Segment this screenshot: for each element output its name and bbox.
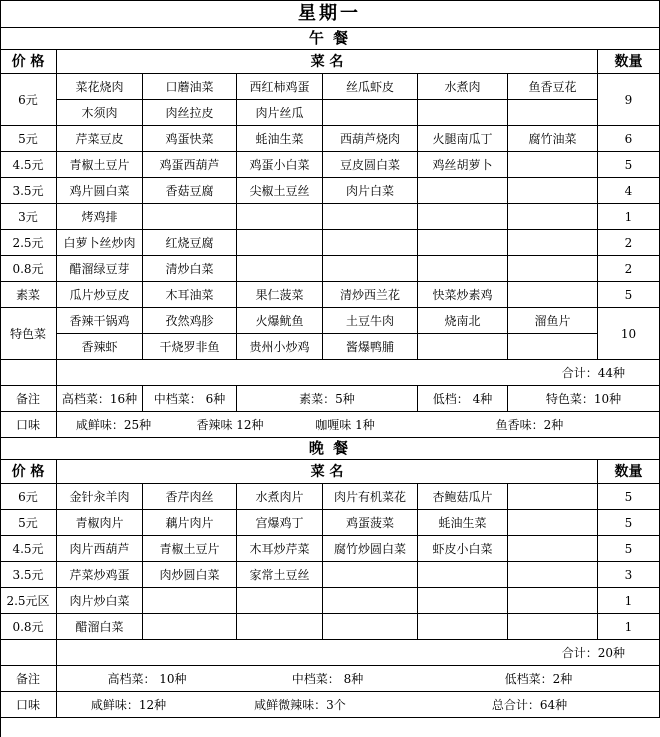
dish-cell: [508, 562, 598, 588]
dish-cell: 虾皮小白菜: [418, 536, 508, 562]
dish-cell: [237, 230, 323, 256]
dish-cell: 果仁菠菜: [237, 282, 323, 308]
taste-item: 鱼香味：2种: [400, 412, 660, 438]
price-cell: 素菜: [0, 282, 57, 308]
note-item: 低档： 4种: [418, 386, 508, 412]
dish-cell: [508, 334, 598, 360]
count-cell: 5: [598, 536, 660, 562]
count-header: 数量: [598, 50, 660, 74]
price-cell: 4.5元: [0, 536, 57, 562]
dish-cell: 肉片有机菜花: [323, 484, 418, 510]
dish-cell: 青椒肉片: [57, 510, 143, 536]
dish-cell: [418, 204, 508, 230]
taste-item: 咸鲜微辣味：3个: [200, 692, 400, 718]
dish-cell: [418, 100, 508, 126]
dish-cell: [237, 588, 323, 614]
dish-cell: [508, 536, 598, 562]
dish-cell: 尖椒土豆丝: [237, 178, 323, 204]
dish-cell: 菜花烧肉: [57, 74, 143, 100]
dish-cell: 蚝油生菜: [237, 126, 323, 152]
dish-cell: 藕片肉片: [143, 510, 237, 536]
price-cell: 3.5元: [0, 178, 57, 204]
dish-cell: [237, 256, 323, 282]
blank-cell: [0, 640, 57, 666]
dish-cell: 木耳炒芹菜: [237, 536, 323, 562]
dinner-total: 合计：20种: [57, 640, 660, 666]
note-item: 特色菜：10种: [508, 386, 660, 412]
dish-cell: 香菇豆腐: [143, 178, 237, 204]
dish-cell: 腐竹炒圆白菜: [323, 536, 418, 562]
price-cell: 4.5元: [0, 152, 57, 178]
note-item: 高档菜： 10种: [57, 666, 237, 692]
page-title: 星期一: [0, 0, 660, 28]
dish-cell: 土豆牛肉: [323, 308, 418, 334]
dish-cell: 红烧豆腐: [143, 230, 237, 256]
price-cell: 2.5元区: [0, 588, 57, 614]
count-cell: 9: [598, 74, 660, 126]
dishes-header: 菜 名: [57, 460, 598, 484]
dish-cell: 溜鱼片: [508, 308, 598, 334]
dish-cell: 西红柿鸡蛋: [237, 74, 323, 100]
dish-cell: [143, 204, 237, 230]
dish-cell: 丝瓜虾皮: [323, 74, 418, 100]
lunch-total: 合计：44种: [57, 360, 660, 386]
lunch-title: 午 餐: [0, 28, 660, 50]
dish-cell: 酱爆鸭脯: [323, 334, 418, 360]
dish-cell: [143, 614, 237, 640]
dish-cell: 鸡蛋小白菜: [237, 152, 323, 178]
note-item: 素菜：5种: [237, 386, 418, 412]
dish-cell: [508, 614, 598, 640]
count-cell: 2: [598, 256, 660, 282]
dish-cell: 青椒土豆片: [143, 536, 237, 562]
note-item: 高档菜：16种: [57, 386, 143, 412]
dish-cell: [508, 282, 598, 308]
dish-cell: 清炒西兰花: [323, 282, 418, 308]
dish-cell: 鸡丝胡萝卜: [418, 152, 508, 178]
dish-cell: [508, 256, 598, 282]
dish-cell: 口蘑油菜: [143, 74, 237, 100]
taste-item: 咸鲜味：25种: [57, 412, 170, 438]
dish-cell: 鸡蛋菠菜: [323, 510, 418, 536]
taste-item: 香辣味 12种: [170, 412, 290, 438]
dish-cell: 清炒白菜: [143, 256, 237, 282]
dish-cell: [418, 334, 508, 360]
dish-cell: [323, 230, 418, 256]
price-cell: 6元: [0, 74, 57, 126]
dish-cell: 鸡蛋快菜: [143, 126, 237, 152]
dinner-title: 晚 餐: [0, 438, 660, 460]
dish-cell: 木须肉: [57, 100, 143, 126]
dish-cell: 肉片白菜: [323, 178, 418, 204]
dish-cell: 贵州小炒鸡: [237, 334, 323, 360]
dish-cell: [418, 562, 508, 588]
dish-cell: 肉片丝瓜: [237, 100, 323, 126]
price-header: 价 格: [0, 460, 57, 484]
count-cell: 4: [598, 178, 660, 204]
dish-cell: 烤鸡排: [57, 204, 143, 230]
dish-cell: 家常土豆丝: [237, 562, 323, 588]
price-cell: 5元: [0, 126, 57, 152]
dish-cell: 孜然鸡胗: [143, 308, 237, 334]
dish-cell: 腐竹油菜: [508, 126, 598, 152]
count-cell: 1: [598, 588, 660, 614]
dish-cell: [323, 562, 418, 588]
dish-cell: [418, 178, 508, 204]
dish-cell: 香辣虾: [57, 334, 143, 360]
dish-cell: 木耳油菜: [143, 282, 237, 308]
count-cell: 5: [598, 152, 660, 178]
dish-cell: [323, 256, 418, 282]
taste-item: 总合计：64种: [400, 692, 660, 718]
dish-cell: 肉丝拉皮: [143, 100, 237, 126]
dish-cell: [508, 100, 598, 126]
dish-cell: 芹菜豆皮: [57, 126, 143, 152]
blank-cell: [0, 360, 57, 386]
count-cell: 5: [598, 484, 660, 510]
dish-cell: [508, 204, 598, 230]
dish-cell: 芹菜炒鸡蛋: [57, 562, 143, 588]
price-cell: 2.5元: [0, 230, 57, 256]
dish-cell: 肉片炒白菜: [57, 588, 143, 614]
dish-cell: 水煮肉片: [237, 484, 323, 510]
dish-cell: 醋溜白菜: [57, 614, 143, 640]
dish-cell: 白萝卜丝炒肉: [57, 230, 143, 256]
dish-cell: [508, 484, 598, 510]
count-cell: 1: [598, 614, 660, 640]
price-header: 价 格: [0, 50, 57, 74]
count-cell: 6: [598, 126, 660, 152]
dish-cell: 瓜片炒豆皮: [57, 282, 143, 308]
count-cell: 10: [598, 308, 660, 360]
dish-cell: 豆皮圆白菜: [323, 152, 418, 178]
price-cell: 3元: [0, 204, 57, 230]
dish-cell: 西葫芦烧肉: [323, 126, 418, 152]
dish-cell: [323, 588, 418, 614]
note-item: 中档菜： 8种: [237, 666, 418, 692]
price-cell: 0.8元: [0, 256, 57, 282]
dish-cell: [508, 510, 598, 536]
note-item: 中档菜： 6种: [143, 386, 237, 412]
dish-cell: [418, 614, 508, 640]
price-cell: 3.5元: [0, 562, 57, 588]
dish-cell: 干烧罗非鱼: [143, 334, 237, 360]
count-cell: 2: [598, 230, 660, 256]
taste-label: 口味: [0, 692, 57, 718]
dishes-header: 菜 名: [57, 50, 598, 74]
notes-label: 备注: [0, 386, 57, 412]
dish-cell: 肉炒圆白菜: [143, 562, 237, 588]
dish-cell: 杏鲍菇瓜片: [418, 484, 508, 510]
dish-cell: 烧南北: [418, 308, 508, 334]
count-cell: 5: [598, 282, 660, 308]
taste-label: 口味: [0, 412, 57, 438]
count-cell: 3: [598, 562, 660, 588]
dish-cell: 水煮肉: [418, 74, 508, 100]
dish-cell: 火腿南瓜丁: [418, 126, 508, 152]
dish-cell: [418, 588, 508, 614]
price-cell: 0.8元: [0, 614, 57, 640]
dish-cell: [143, 588, 237, 614]
dish-cell: 鸡蛋西葫芦: [143, 152, 237, 178]
taste-item: 咸鲜味：12种: [57, 692, 200, 718]
taste-item: 咖喱味 1种: [290, 412, 400, 438]
dish-cell: 宫爆鸡丁: [237, 510, 323, 536]
price-cell: 特色菜: [0, 308, 57, 360]
count-header: 数量: [598, 460, 660, 484]
count-cell: 5: [598, 510, 660, 536]
dish-cell: 香芹肉丝: [143, 484, 237, 510]
price-cell: 6元: [0, 484, 57, 510]
dish-cell: 醋溜绿豆芽: [57, 256, 143, 282]
dish-cell: 快菜炒素鸡: [418, 282, 508, 308]
dish-cell: [323, 100, 418, 126]
dish-cell: [323, 204, 418, 230]
dish-cell: [508, 230, 598, 256]
dish-cell: 鱼香豆花: [508, 74, 598, 100]
dish-cell: [237, 204, 323, 230]
dish-cell: 鸡片圆白菜: [57, 178, 143, 204]
dish-cell: [418, 256, 508, 282]
dish-cell: [418, 230, 508, 256]
dish-cell: [508, 152, 598, 178]
dish-cell: 火爆鱿鱼: [237, 308, 323, 334]
dish-cell: [508, 178, 598, 204]
dish-cell: 金针汆羊肉: [57, 484, 143, 510]
dish-cell: 香辣干锅鸡: [57, 308, 143, 334]
dish-cell: 肉片西葫芦: [57, 536, 143, 562]
dish-cell: 青椒土豆片: [57, 152, 143, 178]
dish-cell: [508, 588, 598, 614]
note-item: 低档菜：2种: [418, 666, 660, 692]
dish-cell: [237, 614, 323, 640]
count-cell: 1: [598, 204, 660, 230]
dish-cell: 蚝油生菜: [418, 510, 508, 536]
dish-cell: [323, 614, 418, 640]
price-cell: 5元: [0, 510, 57, 536]
notes-label: 备注: [0, 666, 57, 692]
